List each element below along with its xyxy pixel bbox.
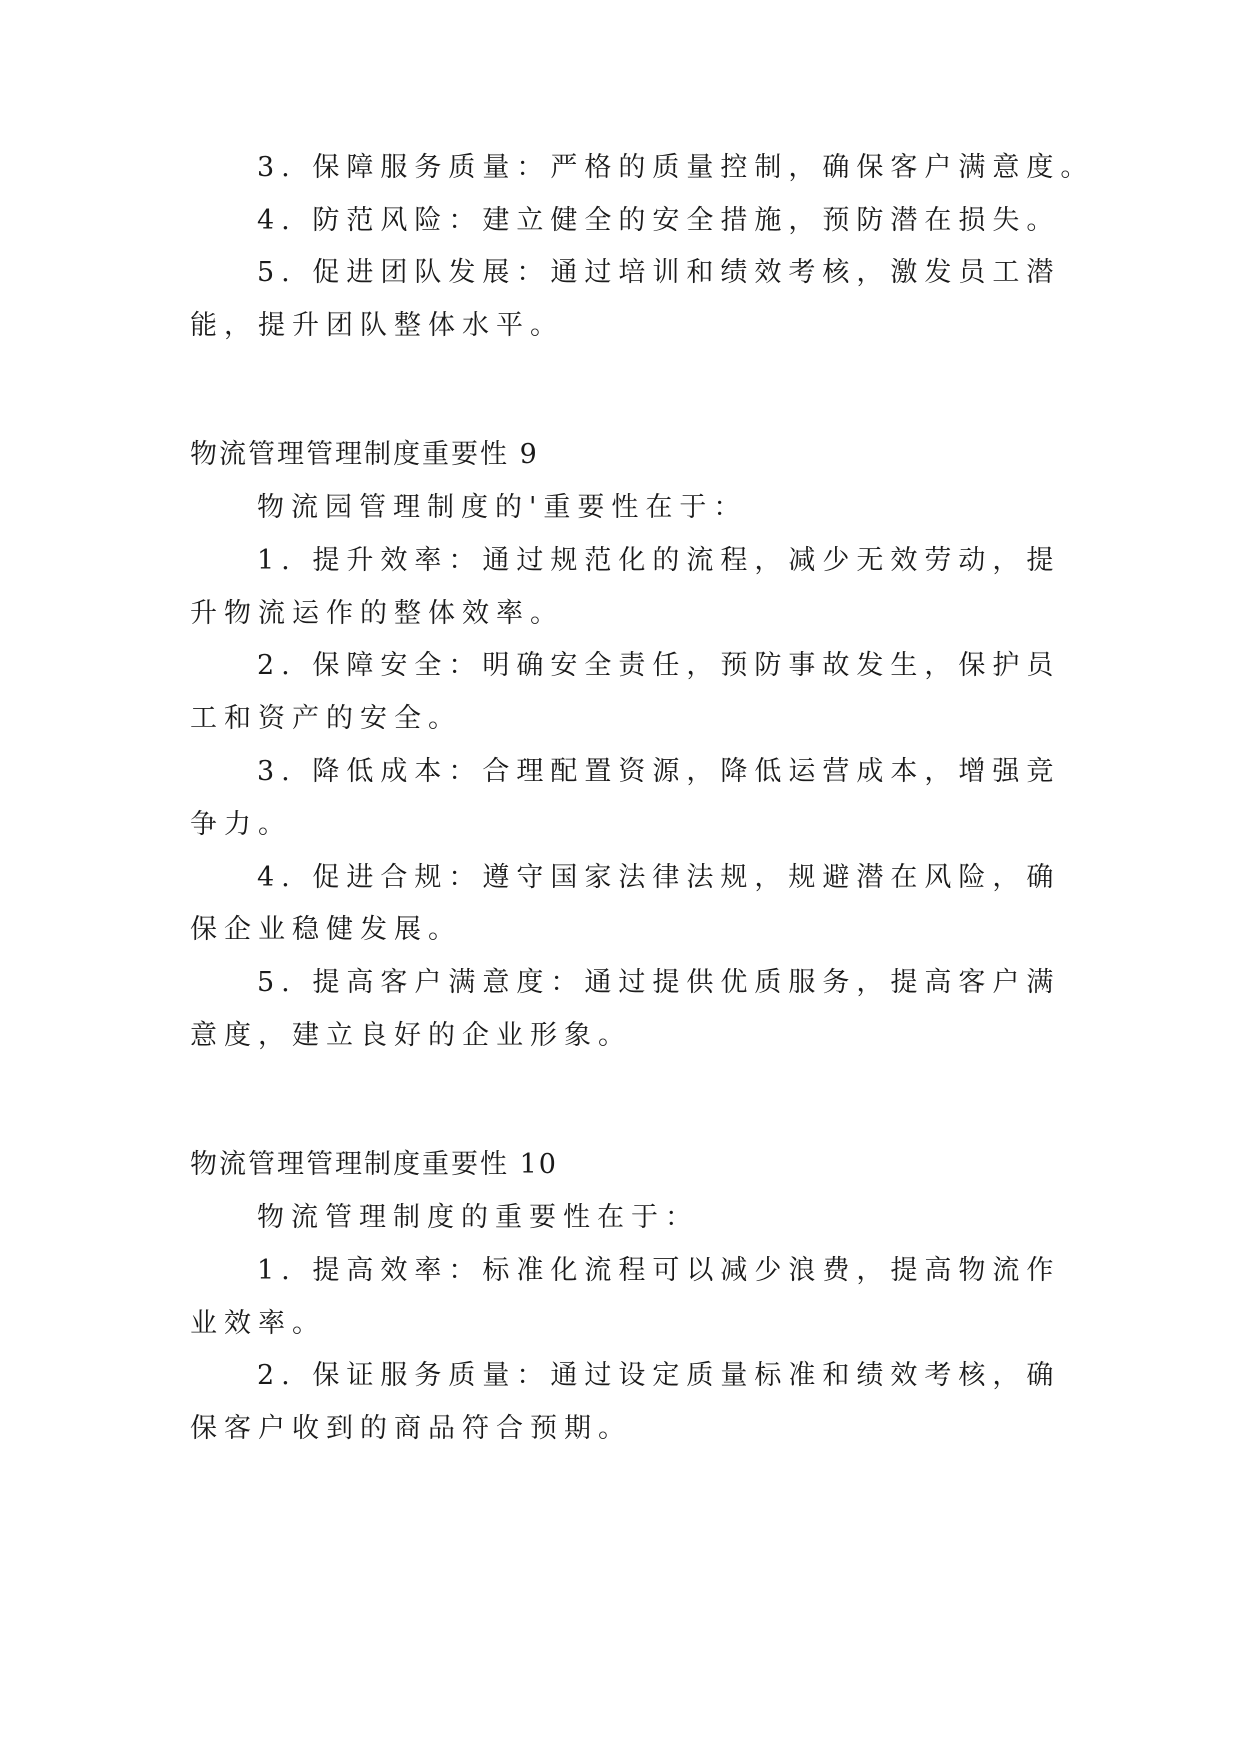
section-heading: 物流管理管理制度重要性 10	[190, 1149, 558, 1180]
list-item	[257, 1358, 1060, 1394]
list-item	[257, 255, 1060, 291]
item-text: 提高效率：标准化流程可以减少浪费，提高物流作	[312, 1255, 1061, 1286]
item-number: 2.	[257, 1360, 297, 1391]
item-text: 提高客户满意度：通过提供优质服务，提高客户满	[312, 967, 1061, 998]
item-text: 促进合规：遵守国家法律法规，规避潜在风险，确	[312, 862, 1061, 893]
list-item	[257, 543, 1060, 579]
item-number: 1.	[257, 545, 297, 576]
item-number: 2.	[257, 650, 297, 681]
list-item-continuation: 能，提升团队整体水平。	[190, 310, 564, 341]
item-number: 1.	[257, 1255, 297, 1286]
section-intro: 物流园管理制度的'重要性在于：	[257, 492, 748, 523]
item-number: 3.	[257, 152, 297, 183]
item-text: 促进团队发展：通过培训和绩效考核，激发员工潜	[312, 257, 1061, 288]
item-text: 保证服务质量：通过设定质量标准和绩效考核，确	[312, 1360, 1061, 1391]
section-heading: 物流管理管理制度重要性 9	[190, 439, 539, 470]
item-number: 4.	[257, 205, 297, 236]
list-item	[257, 754, 1060, 790]
list-item-continuation: 升物流运作的整体效率。	[190, 598, 564, 629]
list-item	[257, 150, 1094, 186]
item-number: 5.	[257, 967, 297, 998]
item-text: 保障安全：明确安全责任，预防事故发生，保护员	[312, 650, 1061, 681]
item-text: 降低成本：合理配置资源，降低运营成本，增强竞	[312, 756, 1061, 787]
list-item-continuation: 保客户收到的商品符合预期。	[190, 1413, 632, 1444]
item-number: 3.	[257, 756, 297, 787]
item-text: 提升效率：通过规范化的流程，减少无效劳动，提	[312, 545, 1061, 576]
section-intro: 物流管理制度的重要性在于：	[257, 1202, 699, 1233]
list-item-continuation: 工和资产的安全。	[190, 703, 462, 734]
item-number: 5.	[257, 257, 297, 288]
list-item-continuation: 争力。	[190, 809, 292, 840]
item-text: 保障服务质量：严格的质量控制，确保客户满意度。	[312, 152, 1095, 183]
list-item-continuation: 保企业稳健发展。	[190, 914, 462, 945]
list-item	[257, 648, 1060, 684]
list-item-continuation: 意度，建立良好的企业形象。	[190, 1020, 632, 1051]
list-item	[257, 203, 1060, 239]
list-item	[257, 965, 1060, 1001]
item-number: 4.	[257, 862, 297, 893]
item-text: 防范风险：建立健全的安全措施，预防潜在损失。	[312, 205, 1061, 236]
list-item	[257, 1253, 1060, 1289]
list-item-continuation: 业效率。	[190, 1308, 326, 1339]
list-item	[257, 860, 1060, 896]
